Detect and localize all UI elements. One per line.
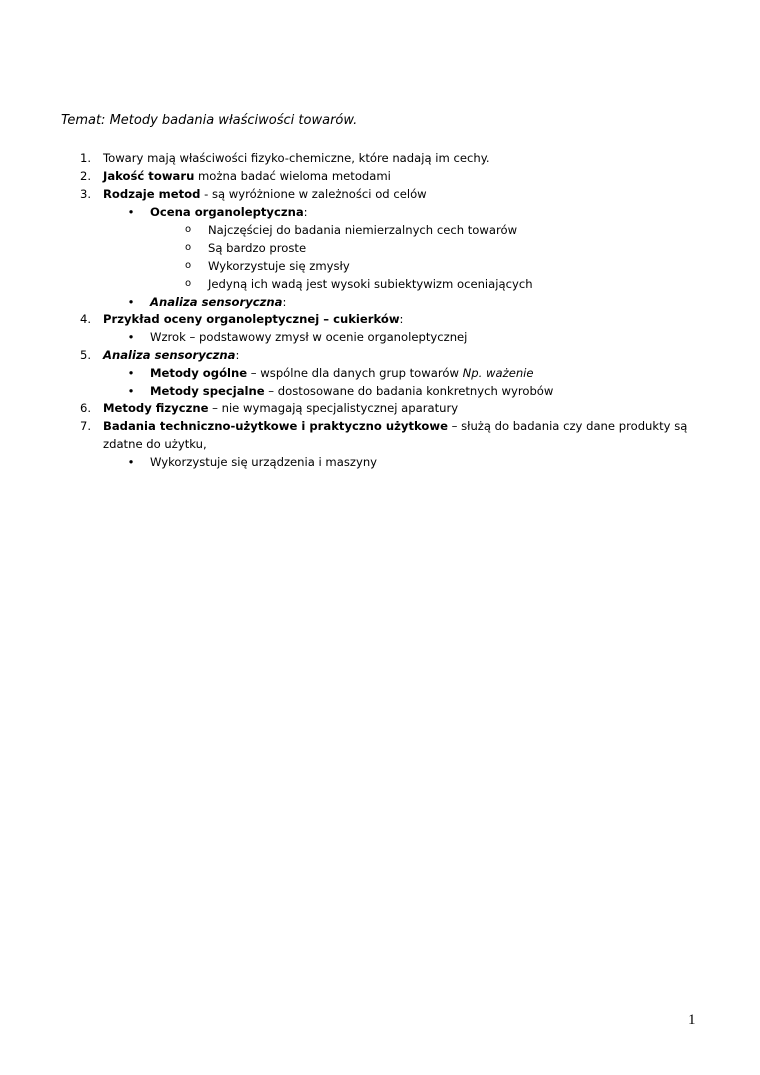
item-bold: Ocena organoleptyczna (150, 205, 304, 219)
item-text: Wzrok – podstawowy zmysł w ocenie organoleptycznej (150, 330, 468, 344)
item-bold: Analiza sensoryczna (103, 348, 236, 362)
item-number: 4. (79, 312, 91, 326)
circle-marker: o (184, 278, 192, 289)
item-rest: : (399, 312, 404, 326)
item-rest: – nie wymagają specjalistycznej aparatury (208, 401, 459, 415)
item-bold: Rodzaje metod (103, 187, 201, 201)
item-text (150, 364, 534, 382)
item-rest: : (282, 295, 287, 309)
item-italic: Np. ważenie (462, 366, 534, 380)
circle-marker: o (184, 242, 192, 253)
item-text: zdatne do użytku, (103, 437, 207, 451)
bullet-marker: • (127, 366, 135, 380)
bullet-marker: • (127, 455, 135, 469)
item-rest: : (303, 205, 308, 219)
page-number: 1 (688, 1012, 696, 1028)
item-rest: – wspólne dla danych grup towarów (247, 366, 463, 380)
item-number: 6. (79, 401, 91, 415)
item-text (103, 417, 687, 435)
item-rest: - są wyróżnione w zależności od celów (200, 187, 427, 201)
bullet-marker: • (127, 295, 135, 309)
item-bold: Metody specjalne (150, 384, 265, 398)
item-rest: : (235, 348, 240, 362)
item-rest: – dostosowane do badania konkretnych wyrobów (264, 384, 554, 398)
item-rest: – służą do badania czy dane produkty są (447, 419, 688, 433)
item-text (103, 185, 427, 203)
circle-marker: o (184, 260, 192, 271)
item-bold: Przykład oceny organoleptycznej – cukierków (103, 312, 400, 326)
item-text: Wykorzystuje się urządzenia i maszyny (150, 455, 378, 469)
item-number: 1. (79, 151, 91, 165)
item-text: Wykorzystuje się zmysły (208, 259, 350, 273)
item-text: Jedyną ich wadą jest wysoki subiektywizm oceniających (208, 277, 533, 291)
item-bold: Metody ogólne (150, 366, 248, 380)
item-text (150, 203, 308, 221)
item-text (150, 293, 286, 311)
bullet-marker: • (127, 330, 135, 344)
item-number: 7. (79, 419, 91, 433)
item-text (103, 346, 239, 364)
item-rest: można badać wieloma metodami (194, 169, 391, 183)
item-bold: Badania techniczno-użytkowe i praktyczno użytkowe (103, 419, 448, 433)
item-bold: Analiza sensoryczna (150, 295, 283, 309)
item-number: 2. (79, 169, 91, 183)
item-text (103, 310, 403, 328)
bullet-marker: • (127, 384, 135, 398)
circle-marker: o (184, 224, 192, 235)
item-text (103, 167, 391, 185)
bullet-marker: • (127, 205, 135, 219)
item-text (150, 382, 553, 400)
item-text: Najczęściej do badania niemierzalnych cech towarów (208, 223, 518, 237)
item-bold: Jakość towaru (103, 169, 195, 183)
item-text: Towary mają właściwości fizyko-chemiczne, które nadają im cechy. (103, 151, 490, 165)
item-number: 5. (79, 348, 91, 362)
item-number: 3. (79, 187, 91, 201)
page-title: Temat: Metody badania właściwości towarów. (61, 113, 358, 128)
item-bold: Metody fizyczne (103, 401, 209, 415)
item-text (103, 399, 458, 417)
item-text: Są bardzo proste (208, 241, 307, 255)
